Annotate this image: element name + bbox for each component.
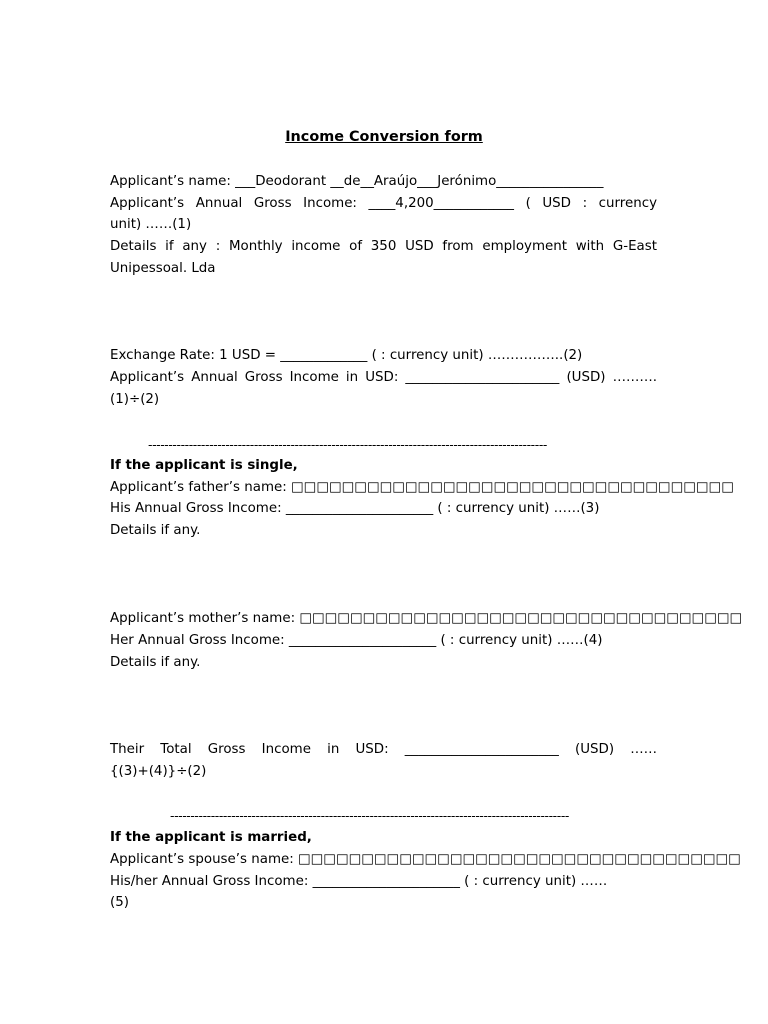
form-title: Income Conversion form bbox=[285, 129, 483, 145]
mother-name-line: Applicant’s mother’s name: □□□□□□□□□□□□□□□□□□□□□□□□□□□□□□□□□□□ bbox=[110, 611, 743, 626]
spouse-name-line: Applicant’s spouse’s name: □□□□□□□□□□□□□□□□□□□□□□□□□□□□□□□□□□□ bbox=[110, 852, 741, 867]
separator-line: -------------------------------------------------------------------------------------------------- bbox=[148, 437, 547, 452]
mother-income-line: Her Annual Gross Income: ______________________ ( : currency unit) ……(4) bbox=[110, 633, 603, 648]
details-line: Details if any : Monthly income of 350 USD from employment with G-East bbox=[110, 239, 657, 254]
father-name-line: Applicant’s father’s name: □□□□□□□□□□□□□□□□□□□□□□□□□□□□□□□□□□□ bbox=[110, 480, 734, 495]
separator-line: -------------------------------------------------------------------------------------------------- bbox=[170, 808, 569, 823]
spouse-income-line: His/her Annual Gross Income: ______________________ ( : currency unit) …… bbox=[110, 874, 608, 889]
income-usd-line: Applicant’s Annual Gross Income in USD: _______________________ (USD) ………. bbox=[110, 370, 657, 385]
father-income-line: His Annual Gross Income: ______________________ ( : currency unit) ……(3) bbox=[110, 501, 600, 516]
father-details: Details if any. bbox=[110, 523, 201, 538]
total-income-line: Their Total Gross Income in USD: _______________________ (USD) …… bbox=[110, 742, 657, 757]
applicant-name-line: Applicant’s name: ___Deodorant __de__Araújo___Jerónimo________________ bbox=[110, 174, 604, 189]
mother-details: Details if any. bbox=[110, 655, 201, 670]
total-income-formula: {(3)+(4)}÷(2) bbox=[110, 764, 207, 779]
income-usd-formula: (1)÷(2) bbox=[110, 392, 160, 407]
married-heading: If the applicant is married, bbox=[110, 830, 312, 845]
gross-income-line-continued: unit) ……(1) bbox=[110, 217, 192, 232]
spouse-income-line-continued: (5) bbox=[110, 895, 129, 910]
gross-income-line: Applicant’s Annual Gross Income: ____4,200____________ ( USD : currency bbox=[110, 196, 657, 211]
exchange-rate-line: Exchange Rate: 1 USD = _____________ ( : currency unit) ……………..(2) bbox=[110, 348, 583, 363]
details-line-continued: Unipessoal. Lda bbox=[110, 261, 216, 276]
single-heading: If the applicant is single, bbox=[110, 458, 298, 473]
